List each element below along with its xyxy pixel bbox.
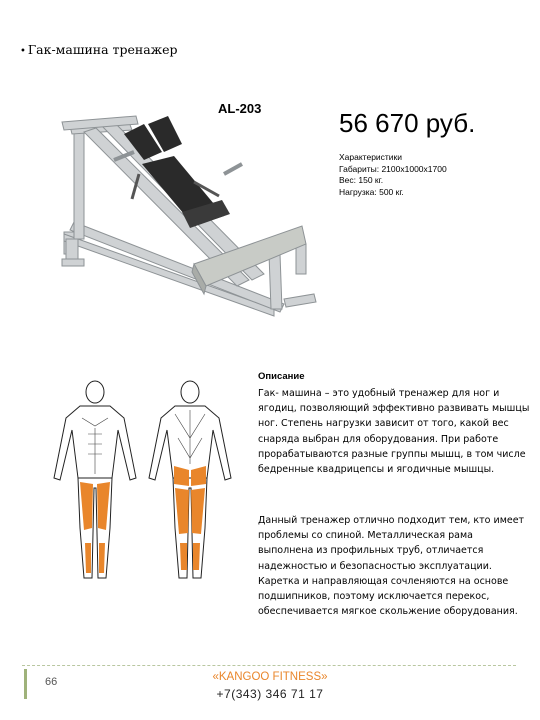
model-label: AL-203 — [218, 101, 262, 116]
heading-bullet: • — [20, 46, 26, 57]
spec-weight: Вес: 150 кг. — [339, 175, 384, 185]
description-paragraph-2: Данный тренажер отлично подходит тем, кто имеет проблемы со спиной. Металлическая рама выполнена из профильных труб, отличается надежностью и безопасностью эксплуатации. Каретка и направляющая сочленяются на основе подшипников, поэтому исключается перекос, обеспечивается мягкое скольжение оборудования. — [258, 515, 525, 618]
spec-load: Нагрузка: 500 кг. — [339, 186, 404, 197]
footer-divider — [22, 665, 516, 666]
description-title: Описание — [258, 371, 305, 382]
description-paragraph-1: Гак- машина – это удобный тренажер для ног и ягодиц, позволяющий эффективно развивать мышцы ног. Степень нагрузки зависит от того, какой вес снаряда выбран для оборудования. При работе прорабатываются разные группы мышц, в том числе бедренные квадрицепсы и ягодичные мышцы. — [258, 388, 530, 476]
brand-name: «KANGOO FITNESS» — [212, 671, 328, 683]
heading-title: Гак-машина тренажер — [27, 42, 178, 57]
phone-number: +7(343) 346 71 17 — [216, 687, 324, 701]
muscle-anatomy-image — [40, 378, 250, 593]
page-heading — [20, 42, 178, 57]
page-number: 66 — [45, 676, 58, 688]
spec-dimensions: Габариты: 2100х1000х1700 — [339, 163, 447, 174]
price: 56 670 руб. — [339, 108, 476, 138]
specs-heading: Характеристики — [339, 152, 403, 162]
hack-machine-image — [44, 104, 344, 319]
specs-block — [339, 152, 447, 198]
